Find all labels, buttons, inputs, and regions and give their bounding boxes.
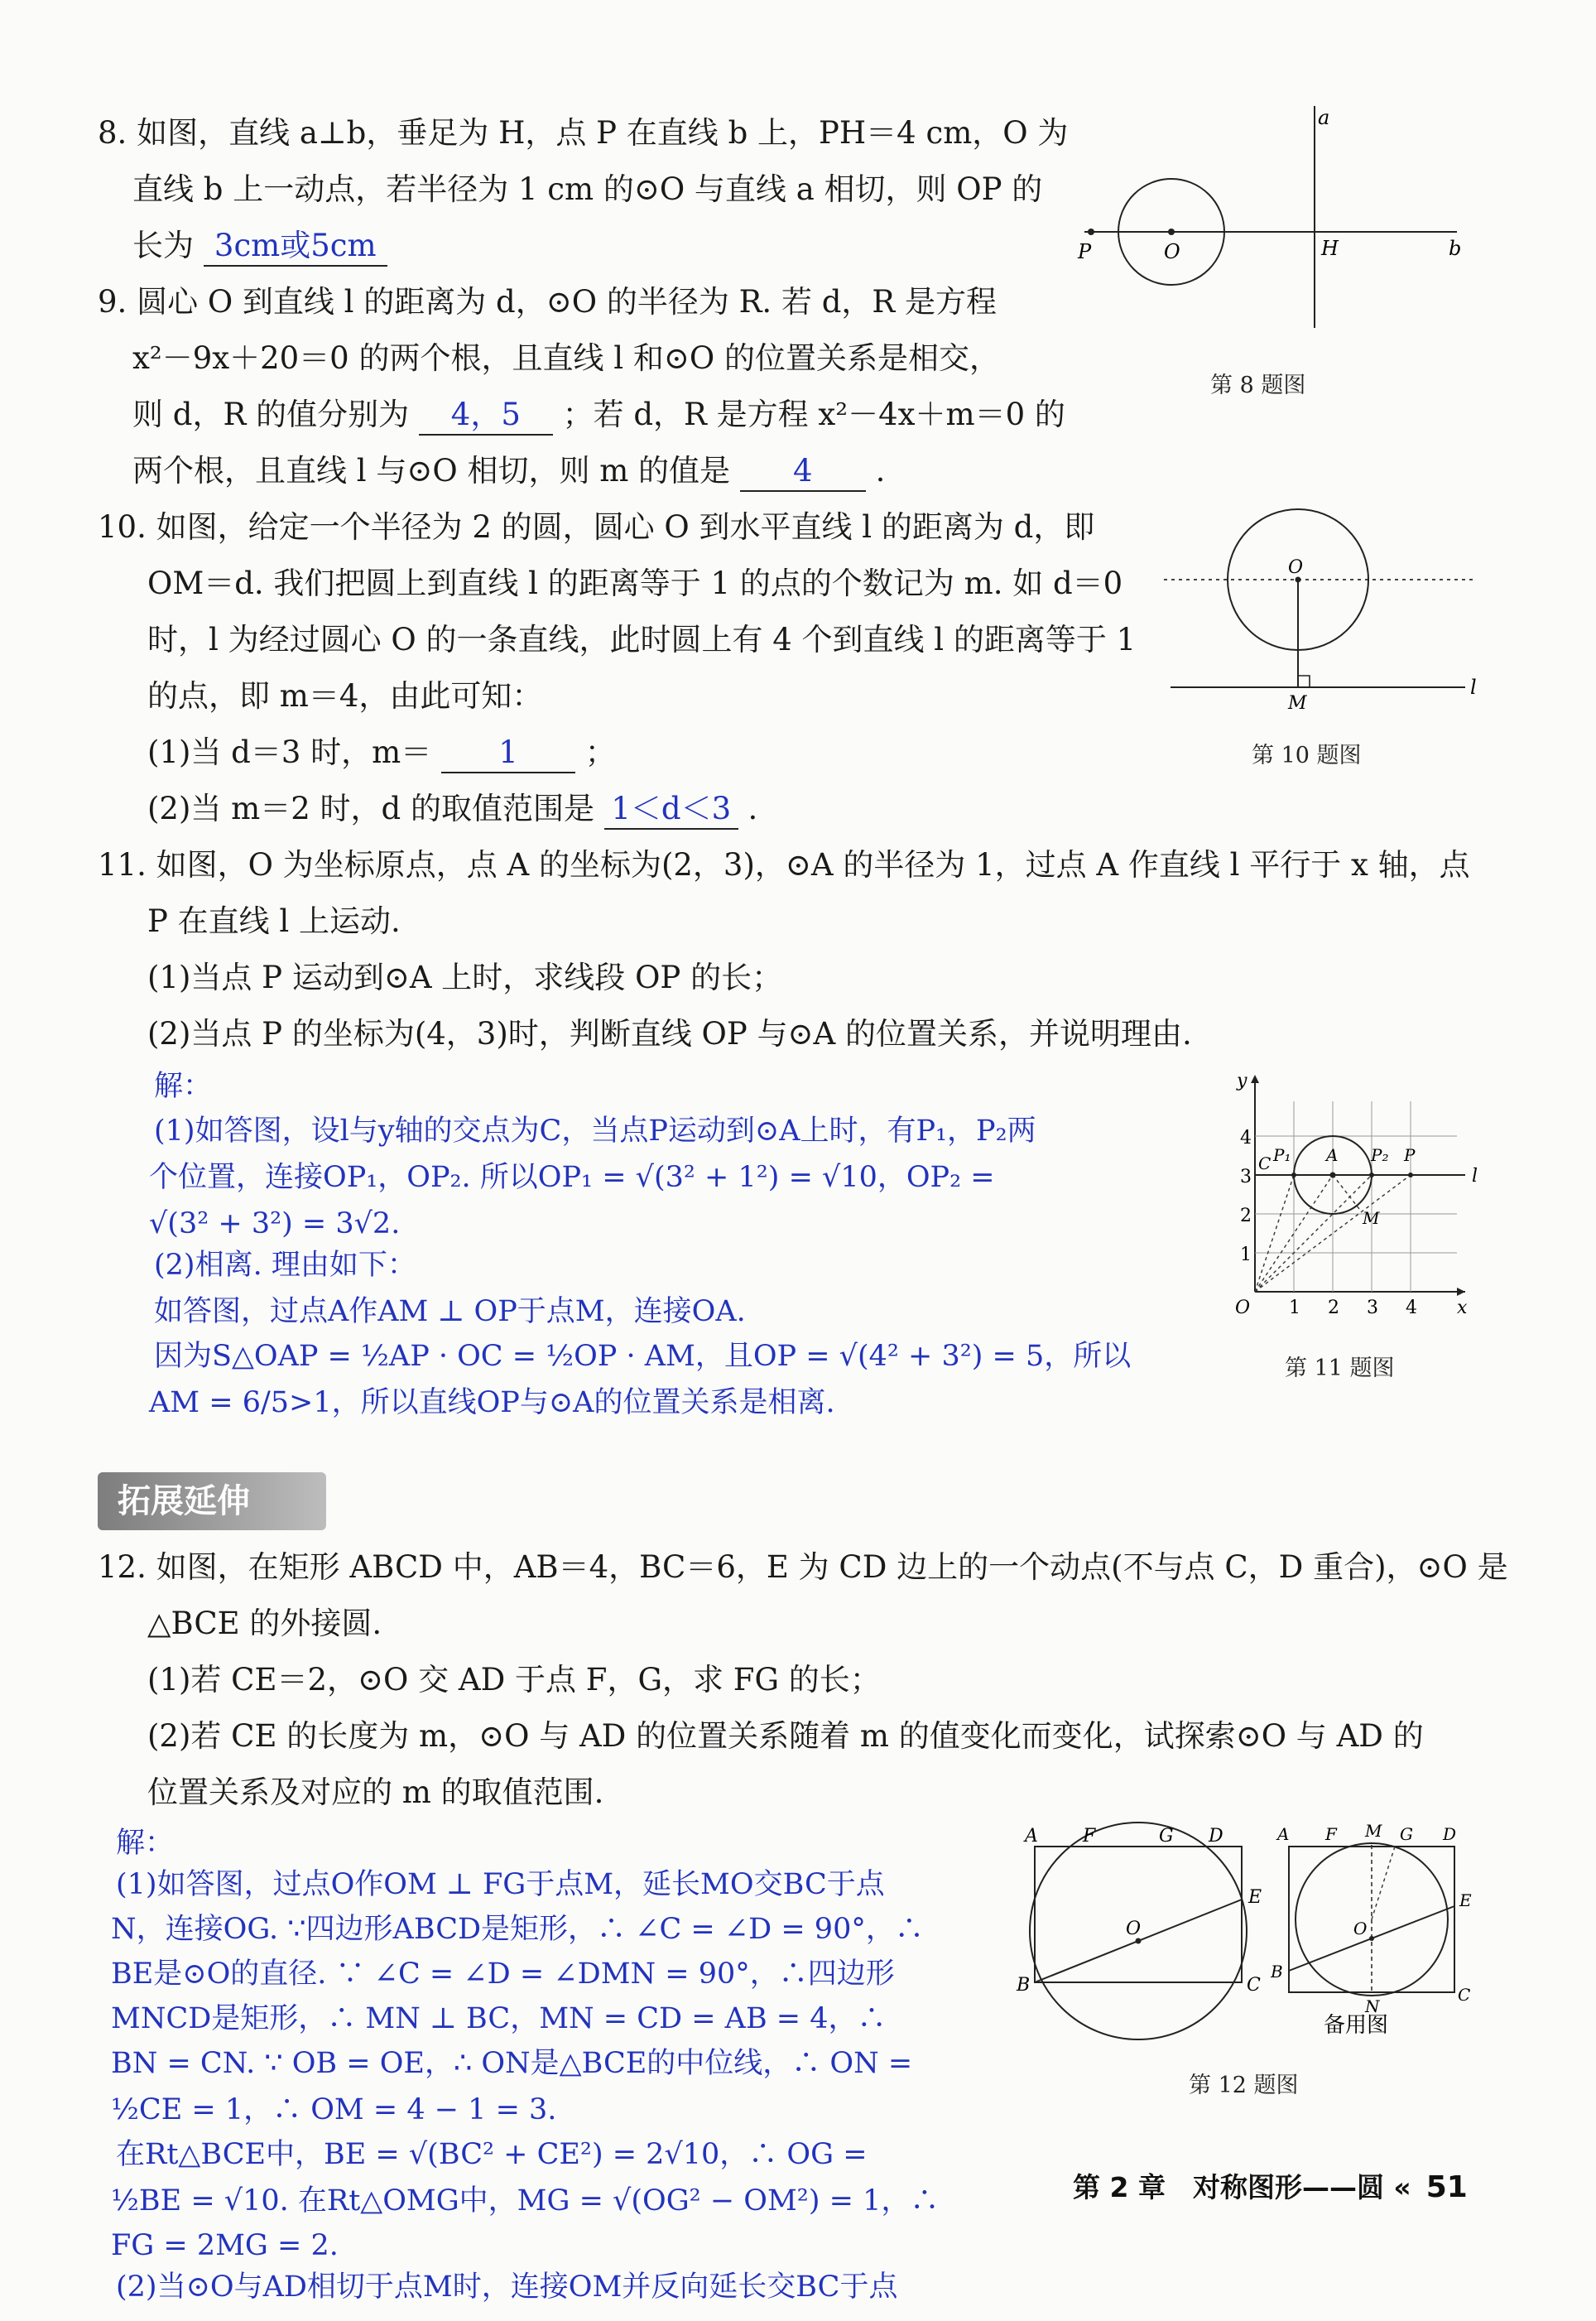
q9-line3-post: ；若 d，R 是方程 x²－4x＋m＝0 的 bbox=[562, 397, 1065, 432]
q12-part2b: 位置关系及对应的 m 的取值范围. bbox=[147, 1774, 604, 1810]
point-P2 bbox=[1369, 1173, 1374, 1177]
label-D: D bbox=[1443, 1824, 1457, 1844]
q9-line4 bbox=[132, 452, 885, 492]
page-number: 51 bbox=[1425, 2170, 1468, 2204]
q12-sol-6: ½CE = 1，∴ OM = 4 − 1 = 3. bbox=[111, 2093, 557, 2126]
label-A: A bbox=[1326, 1145, 1339, 1165]
q11-line2: P 在直线 l 上运动. bbox=[147, 903, 401, 939]
q11-sol-6: 因为S△OAP = ½AP · OC = ½OP · AM，且OP = √(4² + 3²) = 5，所以 bbox=[154, 1340, 1132, 1373]
xtick-2: 2 bbox=[1328, 1298, 1339, 1317]
q11-sol-0: 解： bbox=[154, 1070, 213, 1103]
q12-caption: 第 12 题图 bbox=[1189, 2073, 1299, 2098]
q12-line2: △BCE 的外接圆. bbox=[147, 1606, 382, 1641]
q11-sol-5: 如答图，过点A作AM ⊥ OP于点M，连接OA. bbox=[154, 1295, 746, 1328]
ytick-1: 1 bbox=[1240, 1245, 1252, 1265]
label-b: b bbox=[1449, 237, 1462, 260]
q12-sol-5: BN = CN. ∵ OB = OE，∴ ON是△BCE的中位线，∴ ON = bbox=[111, 2047, 913, 2080]
q10-line4: 的点，即 m＝4，由此可知： bbox=[147, 678, 543, 714]
label-F: F bbox=[1083, 1826, 1096, 1847]
grid bbox=[1255, 1101, 1457, 1292]
q10-line1: 10. 如图，给定一个半径为 2 的圆，圆心 O 到水平直线 l 的距离为 d，即 bbox=[98, 509, 1095, 545]
q12-sol-4: MNCD是矩形，∴ MN ⊥ BC，MN = CD = AB = 4，∴ bbox=[111, 2002, 887, 2035]
q11-part1: (1)当点 P 运动到⊙A 上时，求线段 OP 的长； bbox=[147, 960, 783, 995]
label-O: O bbox=[1235, 1298, 1251, 1317]
q10-figure bbox=[1159, 503, 1490, 727]
q10-answer1: 1 bbox=[441, 734, 575, 773]
q12-sol-3: BE是⊙O的直径. ∵ ∠C = ∠D = ∠DMN = 90°，∴四边形 bbox=[111, 1957, 895, 1991]
q10-part1-text: (1)当 d＝3 时，m＝ bbox=[147, 734, 432, 770]
label-A: A bbox=[1277, 1824, 1290, 1844]
q11-figure bbox=[1217, 1068, 1490, 1317]
label-F: F bbox=[1325, 1824, 1337, 1844]
spare-figure-label: 备用图 bbox=[1324, 2013, 1389, 2038]
q12-sol-1: (1)如答图，过点O作OM ⊥ FG于点M，延长MO交BC于点 bbox=[116, 1868, 885, 1901]
q11-part2: (2)当点 P 的坐标为(4，3)时，判断直线 OP 与⊙A 的位置关系，并说明理由. bbox=[147, 1016, 1192, 1052]
q8-caption: 第 8 题图 bbox=[1210, 373, 1306, 398]
point-P1 bbox=[1291, 1173, 1296, 1177]
label-y: y bbox=[1237, 1071, 1247, 1091]
x-axis-arrow bbox=[1457, 1288, 1465, 1296]
q11-sol-1: (1)如答图，设l与y轴的交点为C，当点P运动到⊙A上时，有P₁，P₂两 bbox=[154, 1115, 1036, 1148]
q12-sol-2: N，连接OG. ∵四边形ABCD是矩形，∴ ∠C = ∠D = 90°，∴ bbox=[111, 1913, 924, 1946]
q12-sol-10: (2)当⊙O与AD相切于点M时，连接OM并反向延长交BC于点 bbox=[116, 2270, 898, 2304]
q10-line2: OM＝d. 我们把圆上到直线 l 的距离等于 1 的点的个数记为 m. 如 d＝0 bbox=[147, 566, 1123, 601]
xtick-4: 4 bbox=[1406, 1298, 1417, 1317]
q11-sol-4: (2)相离. 理由如下： bbox=[154, 1249, 416, 1282]
q11-sol-3: √(3² + 3²) = 3√2. bbox=[149, 1207, 401, 1240]
rectangle-ABCD bbox=[1035, 1847, 1242, 1982]
page-footer bbox=[1073, 2166, 1468, 2205]
q8-answer: 3cm或5cm bbox=[204, 227, 387, 267]
right-angle-mark bbox=[1298, 676, 1310, 687]
point-O bbox=[1168, 229, 1175, 235]
label-O: O bbox=[1288, 557, 1304, 578]
label-P: P bbox=[1404, 1145, 1416, 1165]
q10-answer2: 1＜d＜3 bbox=[604, 790, 738, 830]
q10-part1 bbox=[147, 734, 616, 773]
ytick-3: 3 bbox=[1240, 1167, 1252, 1187]
q12-sol-9: FG = 2MG = 2. bbox=[111, 2229, 339, 2262]
label-O: O bbox=[1126, 1919, 1142, 1939]
label-l: l bbox=[1472, 1166, 1478, 1187]
q9-line2: x²－9x＋20＝0 的两个根，且直线 l 和⊙O 的位置关系是相交， bbox=[132, 340, 1000, 376]
q10-part1-end: ； bbox=[584, 734, 616, 770]
q12-figure-spare bbox=[1271, 1813, 1486, 2062]
label-O: O bbox=[1353, 1919, 1368, 1938]
q9-line4-post: . bbox=[875, 453, 886, 489]
label-E: E bbox=[1248, 1887, 1262, 1908]
q12-sol-7: 在Rt△BCE中，BE = √(BC² + CE²) = 2√10，∴ OG = bbox=[116, 2138, 868, 2171]
label-P2: P₂ bbox=[1371, 1145, 1389, 1165]
label-a: a bbox=[1318, 106, 1330, 129]
label-C: C bbox=[1258, 1153, 1272, 1173]
label-P1: P₁ bbox=[1273, 1145, 1291, 1165]
label-G: G bbox=[1400, 1824, 1413, 1844]
point-P bbox=[1408, 1173, 1413, 1177]
q10-part2-text: (2)当 m＝2 时，d 的取值范围是 bbox=[147, 791, 595, 826]
section-header: 拓展延伸 bbox=[98, 1472, 326, 1530]
label-C: C bbox=[1247, 1975, 1261, 1996]
label-G: G bbox=[1159, 1826, 1174, 1847]
point-A bbox=[1330, 1173, 1336, 1178]
label-M: M bbox=[1288, 693, 1307, 714]
label-B: B bbox=[1017, 1975, 1031, 1996]
y-axis-arrow bbox=[1251, 1075, 1259, 1083]
q11-line1: 11. 如图，O 为坐标原点，点 A 的坐标为(2，3)，⊙A 的半径为 1，过点 A 作直线 l 平行于 x 轴，点 bbox=[98, 847, 1470, 883]
q10-part2 bbox=[147, 790, 757, 830]
chapter-title: 第 2 章 对称图形——圆 « bbox=[1073, 2171, 1411, 2203]
label-P: P bbox=[1078, 240, 1092, 263]
q12-part2a: (2)若 CE 的长度为 m，⊙O 与 AD 的位置关系随着 m 的值变化而变化，试探索⊙O 与 AD 的 bbox=[147, 1718, 1424, 1754]
q8-line3 bbox=[132, 227, 387, 267]
label-H: H bbox=[1321, 237, 1339, 260]
q9-line3 bbox=[132, 396, 1065, 436]
q12-figure-main bbox=[1010, 1813, 1275, 2054]
q8-line2: 直线 b 上一动点，若半径为 1 cm 的⊙O 与直线 a 相切，则 OP 的 bbox=[132, 171, 1043, 207]
q12-line1: 12. 如图，在矩形 ABCD 中，AB＝4，BC＝6，E 为 CD 边上的一个动点(不与点 C，D 重合)，⊙O 是 bbox=[98, 1549, 1508, 1585]
label-N: N bbox=[1365, 1996, 1380, 2016]
q11-caption: 第 11 题图 bbox=[1285, 1356, 1395, 1381]
label-C: C bbox=[1458, 1985, 1471, 2005]
label-B: B bbox=[1271, 1962, 1283, 1982]
label-x: x bbox=[1457, 1298, 1468, 1317]
q10-line3: 时，l 为经过圆心 O 的一条直线，此时圆上有 4 个到直线 l 的距离等于 1 bbox=[147, 622, 1137, 657]
q11-sol-7: AM = 6/5>1，所以直线OP与⊙A的位置关系是相离. bbox=[149, 1386, 835, 1419]
label-A: A bbox=[1025, 1826, 1038, 1847]
q10-caption: 第 10 题图 bbox=[1252, 743, 1362, 768]
q9-line1: 9. 圆心 O 到直线 l 的距离为 d，⊙O 的半径为 R. 若 d，R 是方程 bbox=[98, 284, 997, 320]
q8-figure bbox=[1068, 106, 1482, 338]
label-l: l bbox=[1470, 676, 1477, 699]
q9-answer1: 4，5 bbox=[419, 396, 553, 436]
q9-line3-pre: 则 d，R 的值分别为 bbox=[132, 397, 410, 432]
q8-line1: 8. 如图，直线 a⊥b，垂足为 H，点 P 在直线 b 上，PH＝4 cm，O 为 bbox=[98, 115, 1069, 151]
dashed-OG bbox=[1372, 1847, 1395, 1919]
q8-line3-text: 长为 bbox=[132, 228, 194, 263]
q9-answer2: 4 bbox=[740, 452, 866, 492]
label-M: M bbox=[1365, 1821, 1382, 1841]
point-O bbox=[1369, 1936, 1374, 1941]
q9-line4-pre: 两个根，且直线 l 与⊙O 相切，则 m 的值是 bbox=[132, 453, 731, 489]
label-M: M bbox=[1363, 1208, 1380, 1228]
point-P bbox=[1088, 229, 1094, 235]
ytick-4: 4 bbox=[1240, 1128, 1252, 1148]
ytick-2: 2 bbox=[1240, 1206, 1252, 1226]
label-E: E bbox=[1459, 1890, 1472, 1910]
q11-sol-2: 个位置，连接OP₁，OP₂. 所以OP₁ = √(3² + 1²) = √10，OP₂ = bbox=[149, 1161, 995, 1194]
xtick-1: 1 bbox=[1289, 1298, 1300, 1317]
q12-part1: (1)若 CE＝2，⊙O 交 AD 于点 F，G，求 FG 的长； bbox=[147, 1662, 881, 1697]
q10-part2-end: . bbox=[748, 791, 758, 826]
q12-sol-0: 解： bbox=[116, 1827, 175, 1860]
q12-sol-8: ½BE = √10. 在Rt△OMG中，MG = √(OG² − OM²) = 1，∴ bbox=[111, 2184, 940, 2217]
label-D: D bbox=[1209, 1826, 1223, 1847]
label-O: O bbox=[1164, 240, 1180, 263]
xtick-3: 3 bbox=[1367, 1298, 1378, 1317]
